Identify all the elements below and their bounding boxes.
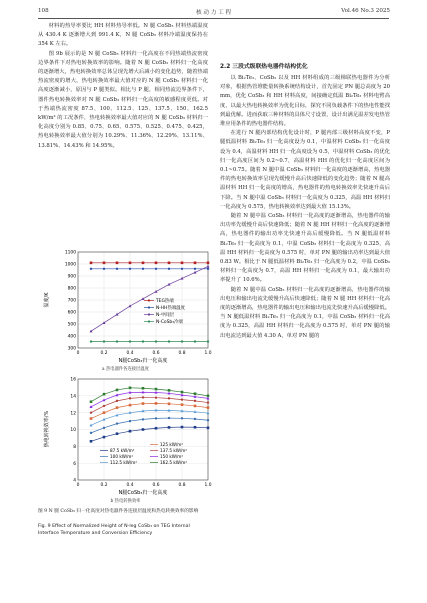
data-point [181,417,183,419]
data-point [181,398,183,400]
header-rule [38,18,389,19]
x-tick-label: 0.6 [152,483,160,488]
chart-b-sublabel: b 热电转换效率 [110,499,141,504]
x-tick-label: 0.4 [126,351,134,356]
x-tick-label: 0.4 [126,483,134,488]
series-line [91,418,208,433]
data-point [142,268,144,270]
chart-a-sublabel: a 热电器件各连接层温度 [102,367,149,372]
data-point [103,393,106,396]
legend-label: N-中间层 [156,313,175,318]
y-tick-label: 6 [73,461,76,467]
data-point [142,418,144,420]
right-column-text [220,74,390,341]
x-tick-label: 0.6 [152,351,160,356]
data-point [142,262,145,265]
data-point [181,391,184,394]
data-point [90,411,92,413]
legend-label: 125 kW/m² [160,442,184,447]
legend-marker [148,313,150,315]
data-point [194,418,196,420]
y-tick-label: 900 [67,274,76,280]
chart-b-legend [100,442,187,465]
y-tick-label: 800 [67,286,76,292]
y-tick-label: 1100 [64,250,76,256]
x-tick-label: 0.2 [100,483,108,488]
data-point [129,397,131,399]
data-point [168,417,170,419]
section-title: 2.2 三段式级联热电器件结构优化 [220,64,308,70]
data-point [194,392,197,395]
legend-marker [148,299,150,301]
data-point [103,405,105,407]
legend-label: N-CoSb₃冷端 [156,320,183,325]
series-line [91,388,208,402]
y-tick-label: 16 [70,377,76,383]
y-tick-label: 300 [67,346,76,352]
y-tick-label: 600 [67,310,76,316]
data-point [103,262,106,265]
data-point [168,389,171,392]
data-point [194,426,197,429]
chart-a-xlabel: N腿CoSb₃归一化高度 [118,358,168,364]
data-point [194,268,196,270]
legend-marker [148,306,150,308]
y-tick-label: 1000 [64,262,76,268]
data-point [155,417,157,419]
data-point [90,400,93,403]
data-point [142,340,144,342]
data-point [181,268,183,270]
data-point [155,340,157,342]
data-point [207,262,210,265]
y-tick-label: 12 [70,411,76,417]
legend-label: N-HH热端温度 [156,306,186,311]
data-point [207,340,209,342]
data-point [168,403,171,406]
y-tick-label: 500 [67,322,76,328]
data-point [207,401,209,403]
data-point [207,427,210,430]
x-tick-label: 1.0 [204,483,212,488]
data-point [181,262,184,265]
paragraph: 在进行 N 腿内部结构优化设计时，P 腿内部三级材料高度不变，P 腿低温材料 Bi₂Te₃ 归一化高度设为 0.1，中温材料 CoSb₃ 归一化高度设为 0.4，高温材料 HH 归一化高度设为 0.5，中温材料 CoSb₃ 的优化归一化高度区间为 0.2~0.7，高温材料 HH 的优化归一化高度区间为 0.1~0.75。随着 N 腿中温 CoSb₃ 材料归一化高度的逐渐增高，热电器件的热电转换效率呈现先缓慢升高后快速降低的变化趋势；随着 N 腿高温材料 HH 归一化高度的增高，热电器件的热电转换效率先快速升高后下降。当 N 腿中温 CoSb₃ 材料归一化高度为 0.325，高温 HH 材料归一化高度为 0.575，热电转换效率达到最大值 15.13%。 [220,130,390,210]
chart-a-xticks [77,350,212,356]
paragraph: 以 Bi₂Te₃、CoSb₃ 以及 HH 材料组成的三级梯联热电器件为分析对象，根据热管堆能量转换系统结构设计，首先固定 PN 腿总高度为 20 mm，优化 CoSb₃ 和 HH 材料高度，间接确定低温 Bi₂Te₃ 材料电臂高度，以最大热电转换效率为优化目标，探究不同负载条件下的热电性能找到最优解。进而获取三种材料的具体尺寸设置，设计出满足温差发电热管堆应用条件的热电器件结构。 [220,75,390,128]
legend-label: 100 kW/m² [110,454,134,459]
data-point [207,395,210,398]
data-point [155,402,158,405]
chart-a-ylabel: 温度/K [44,292,50,308]
x-tick-label: 0.2 [100,351,108,356]
chart-b-xlabel: N腿CoSb₃归一化高度 [118,490,168,496]
data-point [168,426,171,429]
data-point [103,411,106,414]
data-point [116,262,119,265]
chart-a-temperature [38,246,213,366]
paragraph: 随着 N 腿中温 CoSb₃ 材料归一化高度的逐渐增高，热电器件的输出功率先缓慢升高后快速降低；随着 N 腿 HH 材料归一化高度的逐渐增高，热电器件的输出功率先快速升高后缓慢降低。当 N 腿低温材料 Bi₂Te₃ 归一化高度为 0.1，中温 CoSb₃ 材料归一化高度为 0.325，高温 HH 材料归一化高度为 0.575 时，单对 PN 腿的输出功率达到最大值 0.83 W。相比于 N 腿低温材料 Bi₂Te₃ 归一化高度为 0.2，中温 CoSb₃ 材料归一化高度为 0.7，高温 HH 材料归一化高度为 0.1，最大输出功率提升了 10.6%。 [220,213,390,284]
x-tick-label: 0.8 [178,483,186,488]
chart-b-yticks [70,377,76,484]
data-point [207,419,209,421]
legend-label: TEG热端 [156,299,174,304]
data-point [142,402,145,405]
data-point [155,396,157,398]
data-point [116,340,118,342]
data-point [103,340,105,342]
data-point [207,268,209,270]
data-point [155,427,158,430]
x-tick-label: 0 [76,351,80,356]
paragraph: 随着 N 腿中温 CoSb₃ 材料归一化高度的逐渐增高，热电器件的输出电压和输出电流先缓慢升高后快速降低；随着 N 腿 HH 材料归一化高度的逐渐增高，热电器件的输出电压和输出电流先快速升高后缓慢降低。当 N 腿低温材料 Bi₂Te₃ 归一化高度为 0.1，中温 CoSb₃ 材料归一化高度为 0.325，高温 HH 材料归一化高度为 0.575 时，单对 PN 腿的输出电流达到最大值 4.30 A，单对 PN 腿的 [220,286,390,339]
data-point [90,417,93,420]
data-point [207,265,210,268]
data-point [168,397,170,399]
figure-caption-en: Fig. 9 Effect of Normalized Height of N-leg CoSb₃ on TEG Internal Interface Temperature and Conversion Efficiency [38,524,190,536]
chart-b-series [90,387,210,443]
data-point [90,330,93,333]
series-line [91,403,208,418]
chart-a-series [90,262,210,343]
data-point [142,396,144,398]
data-point [129,387,132,390]
issue-info: Vol.46 No.3 2025 [341,8,390,14]
data-point [116,389,119,392]
y-tick-label: 4 [73,478,76,484]
data-point [181,340,183,342]
chart-b-ylabel: 热电转换效率/% [44,410,50,448]
chart-a-legend [144,297,186,325]
data-point [116,313,119,316]
data-point [129,262,132,265]
figure-caption-zh: 图 9 N 腿 CoSb₃ 归一化高度对热电器件各连接层温度和热电转换效率的影响 [38,509,199,514]
data-point [155,262,158,265]
x-tick-label: 0 [76,483,80,488]
data-point [90,440,93,443]
data-point [207,406,210,409]
legend-marker [148,320,150,322]
data-point [181,403,184,406]
y-tick-label: 14 [70,394,76,400]
data-point [168,262,171,265]
data-point [116,268,118,270]
chart-b-xticks [77,482,212,488]
y-tick-label: 8 [73,444,76,450]
legend-label: 162.5 kW/m² [160,460,188,465]
data-point [103,268,105,270]
data-point [129,430,132,433]
paragraph: 材料的热导率要比 HH 材料热导率低。N 腿 CoSb₃ 材料热端温度从 430.4 K 逐渐增大到 991.4 K，N 腿 CoSb₃ 材料冷端温度保持在 354 K 左右。 [38,23,208,48]
chart-a-yticks [65,250,76,352]
legend-label: 87.5 kW/m² [110,448,135,453]
data-point [129,404,132,407]
data-point [116,400,118,402]
data-point [155,388,158,391]
data-point [129,340,131,342]
x-tick-label: 0.8 [178,351,186,356]
y-tick-label: 700 [67,298,76,304]
data-point [142,428,145,431]
data-point [194,262,197,265]
data-point [129,268,131,270]
data-point [90,340,92,342]
series-line [91,392,208,407]
data-point [90,262,93,265]
left-column-text [38,22,208,151]
series-line [91,427,208,441]
data-point [142,387,145,390]
legend-label: 112.5 kW/m² [110,460,138,465]
data-point [103,427,105,429]
data-point [194,400,196,402]
data-point [116,406,119,409]
legend-label: 150 kW/m² [160,454,184,459]
data-point [194,340,196,342]
data-point [181,426,184,429]
data-point [116,422,118,424]
legend-label: 137.5 kW/m² [160,448,188,453]
y-tick-label: 400 [67,334,76,340]
data-point [103,321,106,324]
x-tick-label: 1.0 [204,351,212,356]
data-point [90,268,92,270]
paragraph: 图 9b 展示的是 N 腿 CoSb₃ 材料归一化高度在不同热端热流密度边界条件下对热电转换效率的影响。随着 N 腿 CoSb₃ 材料归一化高度的逐渐增大，热电转换效率总体呈现先增大后减小的变化趋势，随着热端热流密度的增大，热电转换效率最大值对应的 N 腿 CoSb₃ 材料归一化高度逐渐减小，原因与 P 腿类似。相比与 P 腿，相同热流边界条件下，器件热电转换效率对 N 腿 CoSb₃ 材料归一化高度的敏感程度更低。对于热端热流密度 87.5、100、112.5、125、137.5、150、162.5 kW/m² 的工况条件，热电转换效率最大值对应的 N 腿 CoSb₃ 材料归一化高度分别为 0.85、0.75、0.65、0.575、0.525、0.475、0.425，热电转换效率最大值分别为 10.29%、11.36%、12.29%、13.11%、13.81%、14.43% 和 14.95%。 [38,50,208,149]
y-tick-label: 10 [70,428,76,434]
data-point [103,436,106,439]
chart-b-efficiency [38,373,213,498]
data-point [116,432,119,435]
data-point [155,268,157,270]
data-point [194,405,197,408]
data-point [90,432,92,434]
data-point [129,420,131,422]
data-point [168,268,170,270]
journal-title: 核 动 力 工 程 [195,10,232,16]
data-point [168,340,170,342]
page-number: 108 [38,8,49,14]
